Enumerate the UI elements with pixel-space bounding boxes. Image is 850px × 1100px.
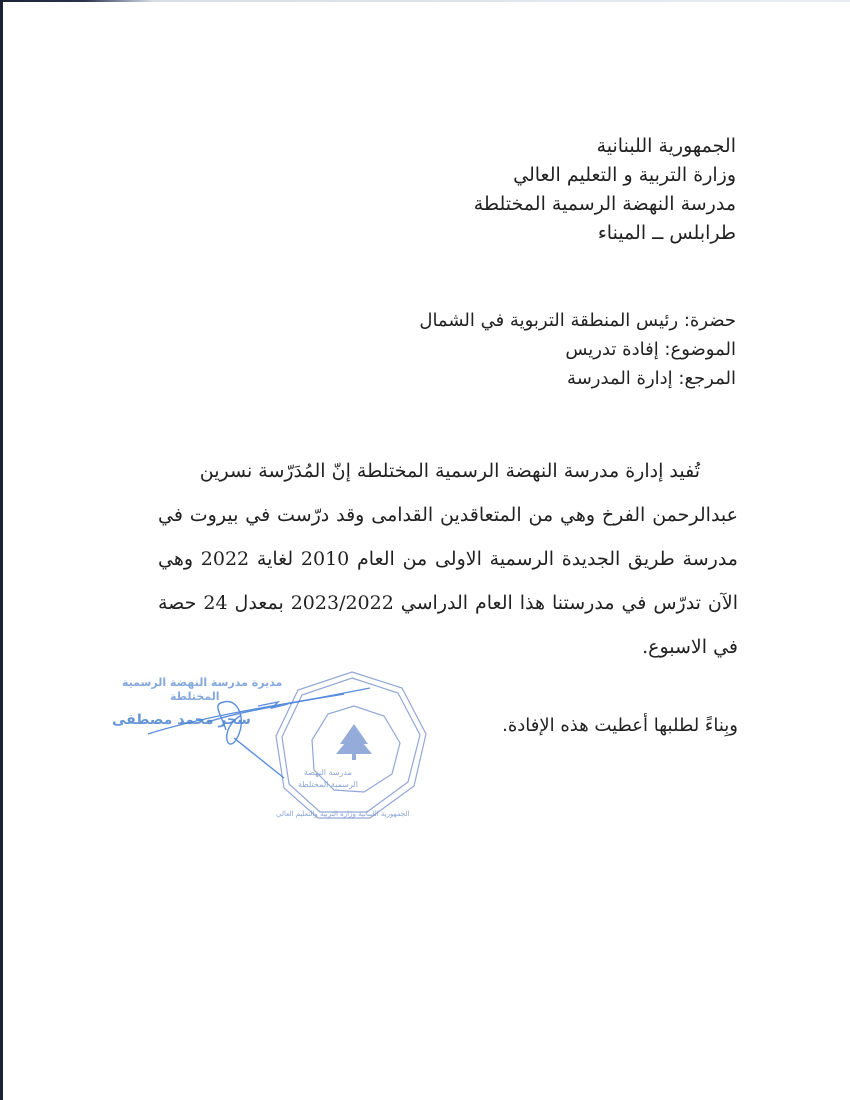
cedar-icon (336, 724, 372, 760)
letter-meta (419, 306, 736, 393)
letterhead-republic: الجمهورية اللبنانية (596, 135, 736, 157)
seal-inner-line2: الرسمية المختلطة (298, 780, 359, 789)
subject-line: الموضوع: إفادة تدريس (565, 339, 736, 360)
body-line: مدرسة طريق الجديدة الرسمية الاولى من العام 2010 لغاية 2022 وهي (158, 548, 738, 570)
letterhead (474, 132, 736, 248)
body-line: عبدالرحمن الفرخ وهي من المتعاقدين القدامى وقد درّست في بيروت في (158, 504, 738, 526)
reference-line: المرجع: إدارة المدرسة (567, 368, 736, 389)
closing-statement: وبِناءً لطلبها أعطيت هذه الإفادة. (502, 715, 738, 736)
signature-school: المختلطة (170, 690, 220, 703)
letterhead-location: طرابلس ــ الميناء (597, 222, 736, 244)
letter-body (158, 449, 738, 669)
signature-title: مديرة مدرسة النهضة الرسمية (122, 676, 283, 689)
official-seal (108, 668, 438, 828)
letterhead-school: مدرسة النهضة الرسمية المختلطة (473, 193, 736, 215)
seal-inner-line1: مدرسة النهضة (304, 768, 352, 777)
signature-name: سحر محمد مصطفى (112, 712, 251, 728)
body-line: في الاسبوع. (642, 636, 738, 658)
seal-outer-text: الجمهورية اللبنانية وزارة التربية والتعليم العالي (276, 810, 410, 818)
body-line: تُفيد إدارة مدرسة النهضة الرسمية المختلطة إنّ المُدَرّسة نسرين (199, 460, 700, 482)
signature-and-seal (108, 668, 438, 828)
letterhead-ministry: وزارة التربية و التعليم العالي (513, 164, 736, 186)
addressee: حضرة: رئيس المنطقة التربوية في الشمال (419, 310, 736, 331)
body-line: الآن تدرّس في مدرستنا هذا العام الدراسي 2023/2022 بمعدل 24 حصة (158, 592, 738, 614)
